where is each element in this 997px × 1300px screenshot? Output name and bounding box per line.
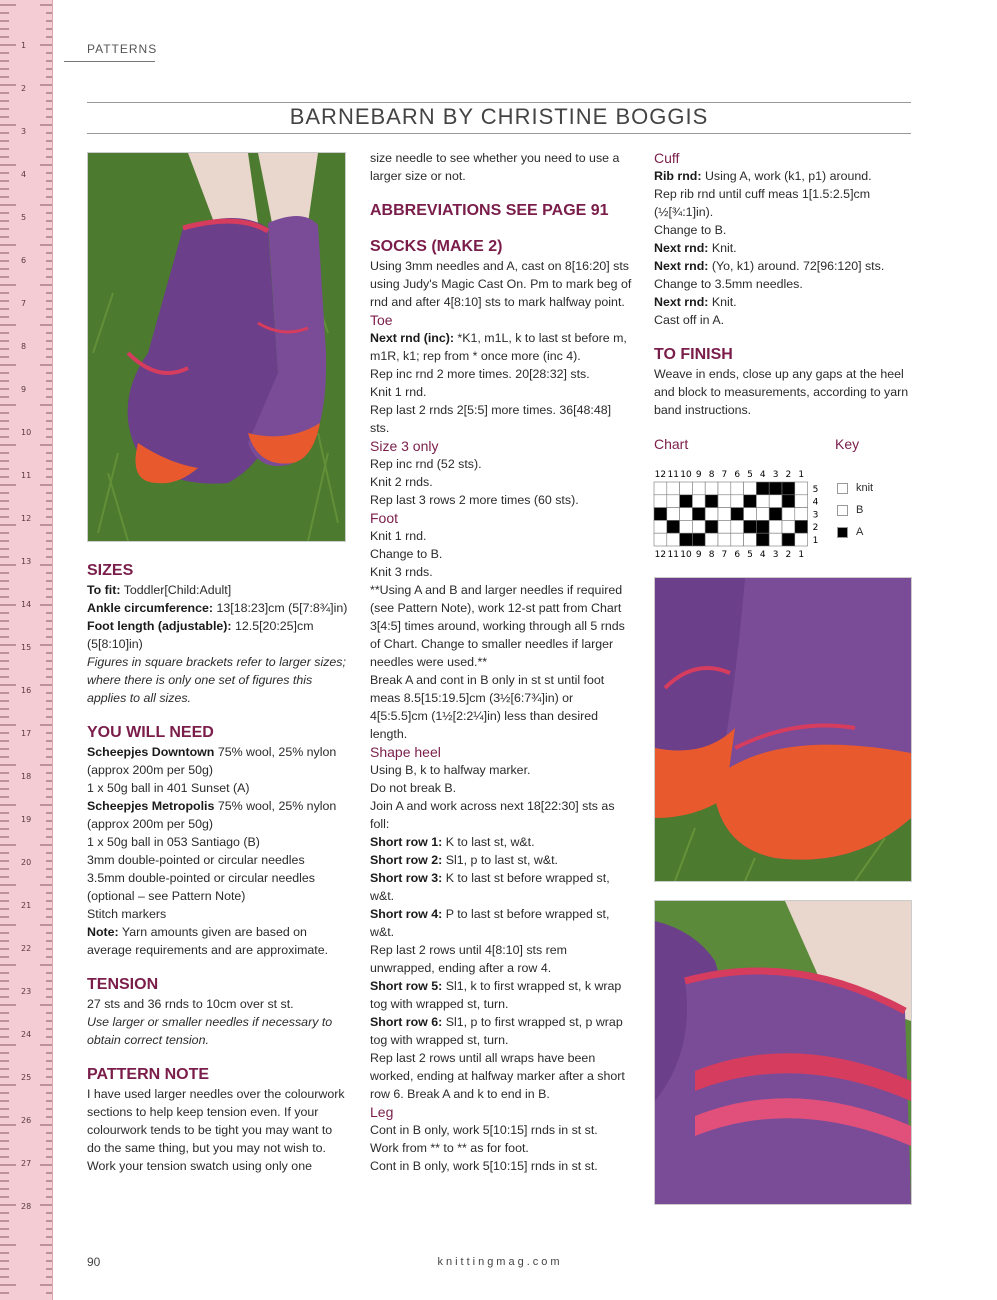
ruler-number: 15 [21,643,32,652]
key-label-b: B [856,504,864,516]
ruler-number: 9 [21,385,27,394]
chart-col-label: 11 [667,470,679,480]
short-row-3: Short row 3: K to last st before wrapped st, w&t. [370,871,610,903]
stitch-markers: Stitch markers [87,907,167,921]
key-swatch-b [837,505,848,516]
ankle-circumference: Ankle circumference: 13[18:23]cm (5[7:8¾]in) [87,601,348,615]
chart-row-label: 5 [812,484,819,495]
chart-col-label: 2 [785,550,792,560]
ruler-number: 28 [21,1202,32,1211]
ruler-number: 18 [21,772,32,781]
ruler-number: 20 [21,858,32,867]
heading-to-finish: TO FINISH [654,346,733,363]
chart-cell [654,533,667,546]
pattern-note-text-2: Work your tension swatch using only one [87,1159,312,1173]
yarn-1: Scheepjes Downtown 75% wool, 25% nylon (approx 200m per 50g) [87,745,337,777]
cuff-step-2: Rep rib rnd until cuff meas 1[1.5:2.5]cm (½[¾:1]in). [654,187,871,219]
ruler-number: 21 [21,901,32,910]
cuff-step-5: Next rnd: (Yo, k1) around. 72[96:120] sts. [654,259,885,273]
chart-cell [654,520,667,533]
foot-step-1: Knit 1 rnd. [370,529,427,543]
photo-socks-on-grass [87,152,346,542]
ruler-number: 27 [21,1159,32,1168]
chart-cell [654,482,667,495]
yarn-1-ball: 1 x 50g ball in 401 Sunset (A) [87,781,250,795]
heading-size-3-only: Size 3 only [370,438,439,454]
chart-cell [718,482,731,495]
ruler-number: 3 [21,127,27,136]
chart-cell [769,508,782,521]
chart-cell [667,482,680,495]
finish-text: Weave in ends, close up any gaps at the heel and block to measurements, according to yarn band instructions. [654,367,909,417]
chart-cell [692,508,705,521]
heading-socks: SOCKS (MAKE 2) [370,238,503,255]
foot-length: Foot length (adjustable): 12.5[20:25]cm (5[8:10]in) [87,619,314,651]
chart-cell [680,533,693,546]
colourwork-chart [650,463,820,563]
size3-step-2: Knit 2 rnds. [370,475,433,489]
chart-row-label: 4 [812,497,819,508]
heel-step-2: Do not break B. [370,781,457,795]
ruler-number: 8 [21,342,27,351]
ruler-number: 1 [21,41,27,50]
continued-text: size needle to see whether you need to use a larger size or not. [370,151,620,183]
chart-cell [756,520,769,533]
chart-cell [718,495,731,508]
chart-cell [782,508,795,521]
heading-sizes: SIZES [87,562,134,579]
ruler-number: 16 [21,686,32,695]
chart-cell [705,508,718,521]
ruler-number: 24 [21,1030,32,1039]
needles-1: 3mm double-pointed or circular needles [87,853,305,867]
title-rule-top [87,102,911,103]
toe-step-4: Rep last 2 rnds 2[5:5] more times. 36[48:48] sts. [370,403,612,435]
photo-sock-cuff-closeup [654,900,912,1205]
cuff-step-3: Change to B. [654,223,727,237]
foot-step-3: Knit 3 rnds. [370,565,433,579]
chart-cell [769,495,782,508]
tension-text: 27 sts and 36 rnds to 10cm over st st. [87,997,294,1011]
short-row-2: Short row 2: Sl1, p to last st, w&t. [370,853,558,867]
yarn-2-ball: 1 x 50g ball in 053 Santiago (B) [87,835,260,849]
ruler-number: 5 [21,213,27,222]
chart-cell [744,495,757,508]
ruler-number: 14 [21,600,32,609]
key-item-knit [837,482,873,494]
chart-cell [756,495,769,508]
ruler-number: 7 [21,299,27,308]
yarn-note: Note: Yarn amounts given are based on average requirements and are approximate. [87,925,329,957]
short-row-4: Short row 4: P to last st before wrapped st, w&t. [370,907,610,939]
chart-cell [654,508,667,521]
chart-cell [705,495,718,508]
short-row-5: Short row 5: Sl1, k to first wrapped st, k wrap tog with wrapped st, turn. [370,979,622,1011]
column-3 [654,149,916,419]
chart-cell [795,482,808,495]
chart-cell [782,533,795,546]
key-label-knit: knit [856,482,874,494]
cuff-step-4: Next rnd: Knit. [654,241,737,255]
leg-step-2: Work from ** to ** as for foot. [370,1141,529,1155]
ruler-number: 13 [21,557,32,566]
chart-cell [795,520,808,533]
chart-cell [680,508,693,521]
chart-cell [731,533,744,546]
chart-col-label: 1 [798,470,805,480]
chart-cell [795,533,808,546]
chart-col-label: 8 [708,550,715,560]
chart-cell [654,495,667,508]
key-label-a: A [856,526,864,538]
heading-pattern-note: PATTERN NOTE [87,1066,210,1083]
chart-cell [795,508,808,521]
ruler-number: 12 [21,514,32,523]
chart-cell [782,495,795,508]
chart-cell [718,508,731,521]
section-tag-underline [64,61,155,62]
foot-step-2: Change to B. [370,547,443,561]
chart-cell [692,533,705,546]
chart-cell [705,520,718,533]
chart-cell [756,482,769,495]
heel-step-3: Join A and work across next 18[22:30] sts as foll: [370,799,615,831]
title-rule-bottom [87,133,911,134]
sizes-note: Figures in square brackets refer to larger sizes; where there is only one set of figures this applies to all sizes. [87,655,346,705]
key-swatch-a [837,527,848,538]
chart-cell [680,520,693,533]
heading-foot: Foot [370,510,399,526]
chart-col-label: 6 [734,470,741,480]
to-fit: To fit: Toddler[Child:Adult] [87,583,232,597]
section-tag: PATTERNS [87,42,158,56]
ruler-number: 25 [21,1073,32,1082]
tension-note: Use larger or smaller needles if necessary to obtain correct tension. [87,1015,333,1047]
page-title: BARNEBARN BY CHRISTINE BOGGIS [289,104,709,129]
chart-row-label: 2 [812,523,819,534]
heel-step-4: Rep last 2 rows until 4[8:10] sts rem unwrapped, ending after a row 4. [370,943,567,975]
needles-2: 3.5mm double-pointed or circular needles (optional – see Pattern Note) [87,871,315,903]
chart-col-label: 5 [747,550,753,560]
cuff-step-8: Cast off in A. [654,313,725,327]
chart-cell [756,533,769,546]
ruler-number: 6 [21,256,27,265]
ruler-number: 26 [21,1116,32,1125]
chart-cell [731,508,744,521]
ruler-number: 17 [21,729,32,738]
pattern-note-text: I have used larger needles over the colourwork sections to help keep tension even. If your colourwork tends to be tight you may want to do the same thing, but you may not wish to. [87,1087,345,1155]
chart-col-label: 7 [721,550,728,560]
chart-cell [718,520,731,533]
chart-cell [667,520,680,533]
chart-cell [744,533,757,546]
ruler-number: 2 [21,84,27,93]
ruler-number: 11 [21,471,32,480]
chart-cell [692,482,705,495]
chart-row-label: 1 [812,536,819,546]
chart-col-label: 4 [759,550,766,560]
chart-cell [744,520,757,533]
chart-cell [756,508,769,521]
chart-col-label: 12 [654,470,667,480]
chart-col-label: 2 [785,470,792,480]
chart-cell [667,495,680,508]
chart-cell [718,533,731,546]
chart-cell [705,533,718,546]
cuff-rib-rnd: Rib rnd: Using A, work (k1, p1) around. [654,169,872,183]
short-row-1: Short row 1: K to last st, w&t. [370,835,535,849]
ruler-number: 10 [21,428,32,437]
heading-toe: Toe [370,312,393,328]
heading-shape-heel: Shape heel [370,744,441,760]
ruler-ticks [0,0,52,1300]
toe-step-2: Rep inc rnd 2 more times. 20[28:32] sts. [370,367,590,381]
ruler-number: 19 [21,815,32,824]
chart-col-label: 1 [798,550,805,560]
leg-step-1: Cont in B only, work 5[10:15] rnds in st st. [370,1123,598,1137]
foot-step-4: **Using A and B and larger needles if required (see Pattern Note), work 12-st patt from Chart 3[4:5] times around, working through all 5 rnds of Chart. Change to smaller needles if larger needles were used.** [370,583,625,669]
chart-cell [782,482,795,495]
column-2 [370,149,632,1175]
chart-cell [795,495,808,508]
key-item-b [837,504,863,516]
chart-cell [731,520,744,533]
size3-step-1: Rep inc rnd (52 sts). [370,457,482,471]
chart-col-label: 4 [759,470,766,480]
photo-sock-toe-closeup [654,577,912,882]
leg-step-3: Cont in B only, work 5[10:15] rnds in st st. [370,1159,598,1173]
chart-cell [692,495,705,508]
socks-cast-on: Using 3mm needles and A, cast on 8[16:20] sts using Judy's Magic Cast On. Pm to mark beg of rnd and after 4[8:10] sts to mark halfway point. [370,259,632,309]
chart-col-label: 12 [654,550,667,560]
chart-col-label: 5 [747,470,753,480]
heel-step-5: Rep last 2 rows until all wraps have been worked, ending at halfway marker after a short row 6. Break A and k to end in B. [370,1051,625,1101]
heading-leg: Leg [370,1104,394,1120]
toe-step-1: Next rnd (inc): *K1, m1L, k to last st before m, m1R, k1; rep from * once more (inc 4). [370,331,627,363]
heading-abbreviations: ABBREVIATIONS SEE PAGE 91 [370,202,609,219]
chart-col-label: 10 [680,470,692,480]
chart-cell [744,482,757,495]
chart-cell [667,508,680,521]
heading-tension: TENSION [87,976,159,993]
ruler-number: 23 [21,987,32,996]
chart-row-label: 3 [812,510,819,521]
chart-cell [769,520,782,533]
size3-step-3: Rep last 3 rows 2 more times (60 sts). [370,493,579,507]
heading-cuff: Cuff [654,150,680,166]
chart-cell [731,495,744,508]
chart-col-label: 3 [772,470,779,480]
chart-cell [692,520,705,533]
ruler-number: 22 [21,944,32,953]
chart-cell [680,495,693,508]
chart-cell [769,533,782,546]
key-swatch-knit [837,483,848,494]
chart-heading: Chart [654,436,689,452]
heel-step-1: Using B, k to halfway marker. [370,763,531,777]
chart-col-label: 8 [708,470,715,480]
chart-cell [782,520,795,533]
chart-col-label: 11 [667,550,679,560]
toe-step-3: Knit 1 rnd. [370,385,427,399]
chart-cell [705,482,718,495]
cuff-step-6: Change to 3.5mm needles. [654,277,803,291]
ruler-number: 4 [21,170,27,179]
chart-col-label: 6 [734,550,741,560]
foot-step-5: Break A and cont in B only in st st until foot meas 8.5[15:19.5]cm (3½[6:7¾]in) or 4[5:5.5]cm (1½[2:2¼]in) less than desired length. [370,673,605,741]
chart-col-label: 7 [721,470,728,480]
chart-col-label: 3 [772,550,779,560]
page-number: 90 [87,1255,101,1269]
chart-cell [680,482,693,495]
chart-cell [731,482,744,495]
ruler-strip [0,0,53,1300]
chart-cell [744,508,757,521]
site-url: knittingmag.com [437,1256,563,1268]
key-heading: Key [835,436,860,452]
chart-cell [667,533,680,546]
short-row-6: Short row 6: Sl1, p to first wrapped st, p wrap tog with wrapped st, turn. [370,1015,623,1047]
column-1 [87,561,349,1175]
key-item-a [837,526,863,538]
cuff-step-7: Next rnd: Knit. [654,295,737,309]
chart-col-label: 10 [680,550,692,560]
chart-col-label: 9 [695,550,702,560]
yarn-2: Scheepjes Metropolis 75% wool, 25% nylon (approx 200m per 50g) [87,799,337,831]
heading-you-will-need: YOU WILL NEED [87,724,214,741]
chart-cell [769,482,782,495]
chart-col-label: 9 [695,470,702,480]
